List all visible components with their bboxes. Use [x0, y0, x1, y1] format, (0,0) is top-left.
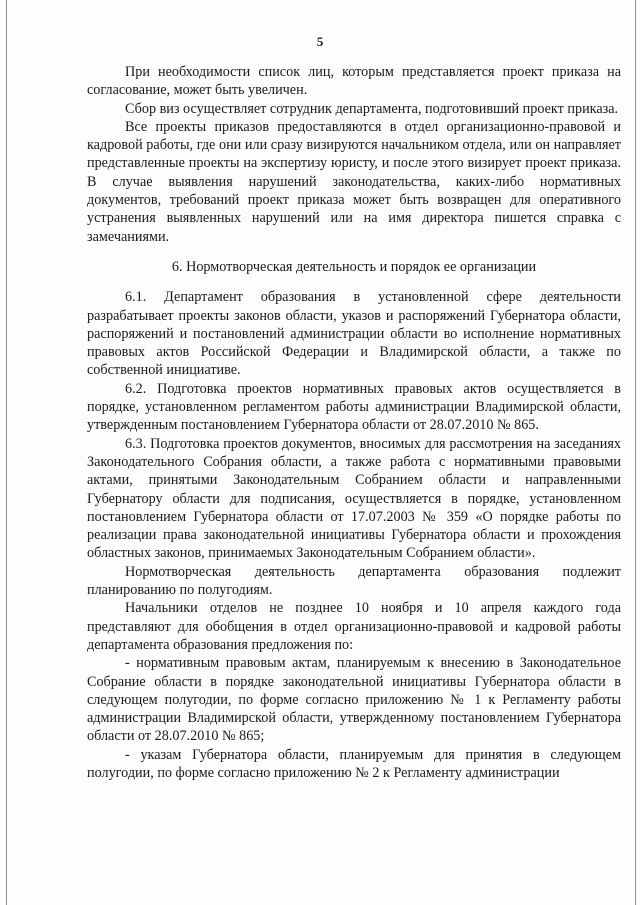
paragraph-6-1: 6.1. Департамент образования в установленной сфере деятельности разрабатывает проекты законов области, указов и распоряжений Губернатора области, распоряжений и постановлений администрации области во исполнение нормативных правовых актов Российской Федерации и Владимирской области, а также по собственной инициативе. [87, 289, 621, 379]
paragraph: Все проекты приказов предоставляются в отдел организационно-правовой и кадровой работы, где они или сразу визируются начальником отдела, или он направляет представленные проекты на экспертизу юристу, и после этого визирует проект приказа. В случае выявления нарушений законодательства, каких-либо нормативных документов, требований проект приказа может быть возвращен для оперативного устранения выявленных нарушений или на имя директора пишется справка с замечаниями. [87, 118, 621, 245]
paragraph: При необходимости список лиц, которым представляется проект приказа на согласование, может быть увеличен. [87, 64, 621, 99]
paragraph: Сбор виз осуществляет сотрудник департамента, подготовивший проект приказа. [125, 100, 619, 117]
paragraph: Нормотворческая деятельность департамента образования подлежит планированию по полугодиям. [87, 563, 621, 599]
list-item: - указам Губернатора области, планируемым для принятия в следующем полугодии, по форме согласно приложению № 2 к Регламенту администрации [87, 746, 621, 781]
list-item: - нормативным правовым актам, планируемым к внесению в Законодательное Собрание области в порядке законодательной инициативы Губернатора области в следующем полугодии, по форме согласно приложению № 1 к Регламенту работы администрации Владимирской области, утвержденному постановлением Губернатора области от 28.07.2010 № 865; [87, 655, 621, 745]
scan-left-edge [6, 0, 7, 905]
paragraph: Начальники отделов не позднее 10 ноября и 10 апреля каждого года представляют для обобщения в отдел организационно-правовой и кадровой работы департамента образования предложения по: [87, 600, 621, 653]
document-body [87, 63, 621, 782]
page-number: 5 [316, 34, 324, 49]
scan-right-edge [635, 0, 636, 905]
paragraph-6-3: 6.3. Подготовка проектов документов, вносимых для рассмотрения на заседаниях Законодательного Собрания области, а также работа с нормативными правовыми актами, принятыми Законодательным Собранием области и направленными Губернатору области для подписания, осуществляется в порядке, установленном постановлением Губернатора области от 17.07.2003 № 359 «О порядке работы по реализации права законодательной инициативы Губернатора области и прохождения областных законов, принимаемых Законодательным Собранием области». [87, 435, 621, 562]
paragraph-6-2: 6.2. Подготовка проектов нормативных правовых актов осуществляется в порядке, установленном регламентом работы администрации Владимирской области, утвержденным постановлением Губернатора области от 28.07.2010 № 865. [87, 380, 621, 434]
section-heading: 6. Нормотворческая деятельность и порядок ее организации [171, 258, 537, 275]
